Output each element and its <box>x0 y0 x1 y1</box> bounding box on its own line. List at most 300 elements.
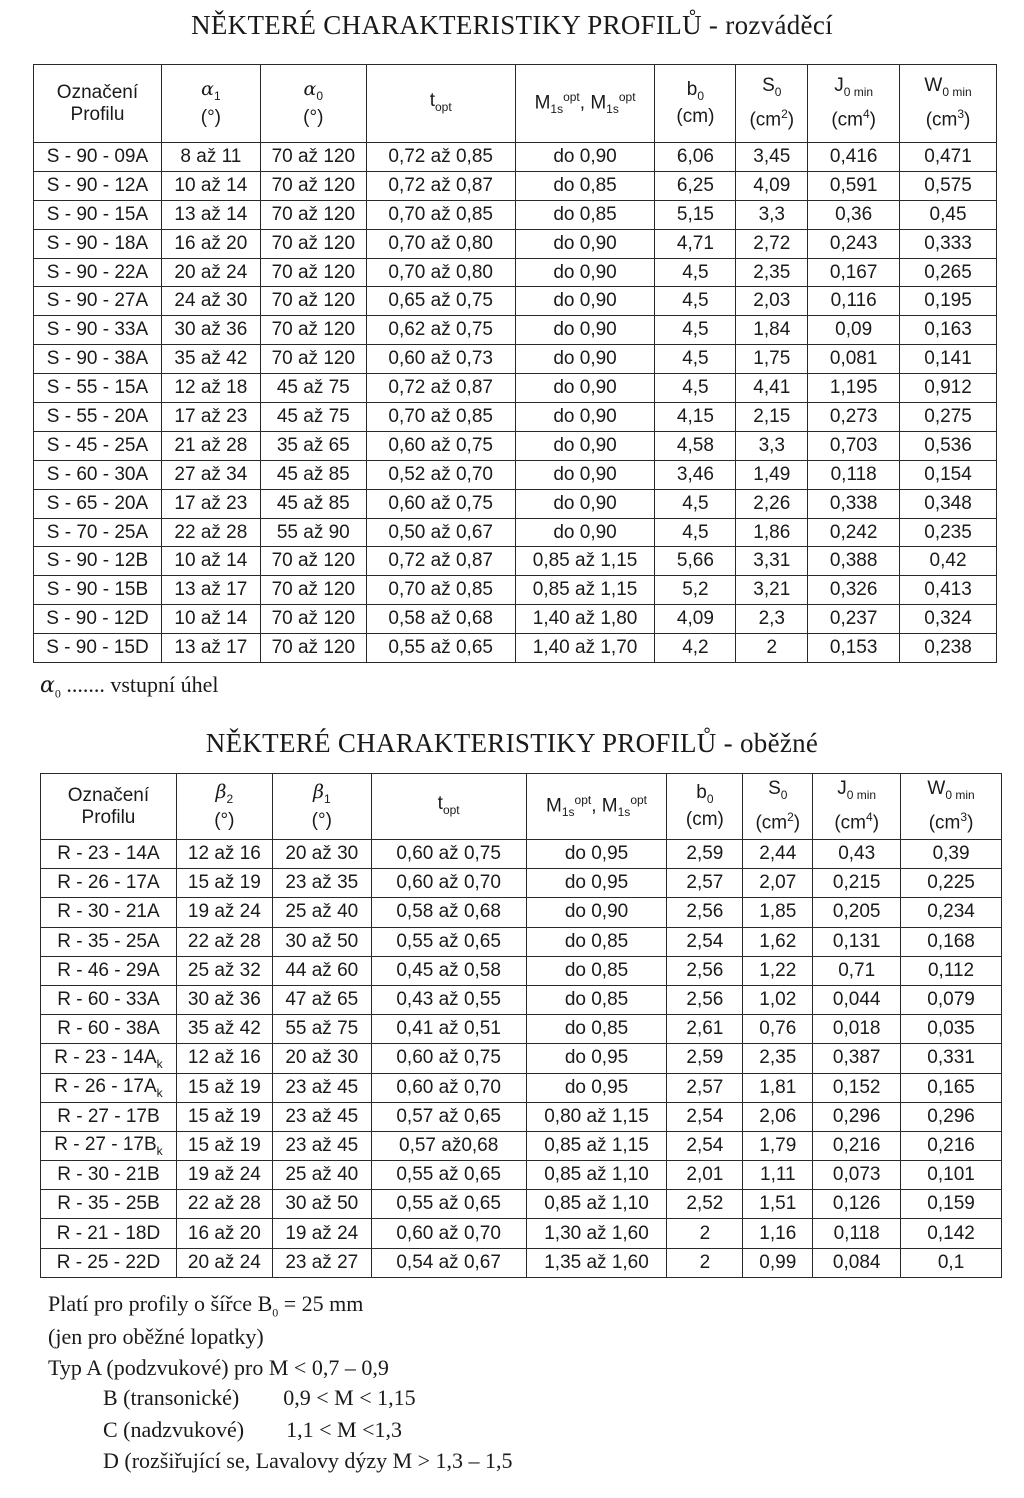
cell-uhel-2: 47 až 65 <box>272 985 371 1014</box>
cell-oznaceni: R - 60 - 38A <box>41 1015 177 1044</box>
cell-oznaceni: S - 90 - 12D <box>34 605 162 634</box>
cell-m1s: 1,40 až 1,80 <box>515 605 655 634</box>
col-s0: $S_0$ $(cm^2)$ <box>736 65 808 143</box>
table-row <box>41 985 1002 1014</box>
cell-j0min: 0,118 <box>808 460 900 489</box>
cell-s0: 3,31 <box>736 547 808 576</box>
cell-w0min: 0,234 <box>901 898 1002 927</box>
cell-j0min: 0,216 <box>813 1131 901 1160</box>
cell-m1s: do 0,90 <box>515 403 655 432</box>
cell-b0: 2,57 <box>667 1073 743 1102</box>
table-row <box>41 1015 1002 1044</box>
cell-uhel-2: 70 až 120 <box>260 258 366 287</box>
cell-topt: 0,55 až 0,65 <box>371 1190 526 1219</box>
cell-topt: 0,72 až 0,87 <box>366 547 515 576</box>
cell-w0min: 0,912 <box>900 374 997 403</box>
table-row <box>34 287 997 316</box>
cell-uhel-1: 17 až 23 <box>161 403 260 432</box>
col-w0min: $W_{0 min}$ $(cm^3)$ <box>901 774 1002 840</box>
cell-m1s: do 0,90 <box>515 431 655 460</box>
cell-j0min: 0,205 <box>813 898 901 927</box>
cell-w0min: 0,112 <box>901 956 1002 985</box>
cell-w0min: 0,39 <box>901 840 1002 869</box>
header-row <box>41 774 1002 840</box>
cell-oznaceni: R - 27 - 17B <box>41 1102 177 1131</box>
cell-uhel-2: 70 až 120 <box>260 634 366 663</box>
cell-b0: 4,5 <box>655 287 736 316</box>
cell-b0: 4,5 <box>655 258 736 287</box>
cell-m1s: do 0,90 <box>515 287 655 316</box>
cell-s0: 3,45 <box>736 143 808 172</box>
cell-topt: 0,55 až 0,65 <box>371 927 526 956</box>
cell-w0min: 0,471 <box>900 143 997 172</box>
cell-w0min: 0,216 <box>901 1131 1002 1160</box>
cell-w0min: 0,035 <box>901 1015 1002 1044</box>
cell-uhel-2: 25 až 40 <box>272 1161 371 1190</box>
cell-j0min: 0,338 <box>808 489 900 518</box>
cell-uhel-2: 70 až 120 <box>260 345 366 374</box>
table-row <box>34 403 997 432</box>
cell-oznaceni: S - 55 - 20A <box>34 403 162 432</box>
table-row <box>34 229 997 258</box>
table-row <box>34 200 997 229</box>
cell-topt: 0,70 až 0,80 <box>366 258 515 287</box>
cell-b0: 5,15 <box>655 200 736 229</box>
cell-m1s: 1,35 až 1,60 <box>526 1248 667 1277</box>
cell-uhel-1: 35 až 42 <box>176 1015 272 1044</box>
table-row <box>34 143 997 172</box>
cell-j0min: 0,215 <box>813 869 901 898</box>
cell-w0min: 0,101 <box>901 1161 1002 1190</box>
cell-m1s: do 0,90 <box>515 316 655 345</box>
cell-oznaceni: S - 45 - 25A <box>34 431 162 460</box>
cell-s0: 2,03 <box>736 287 808 316</box>
cell-m1s: 1,40 až 1,70 <box>515 634 655 663</box>
cell-j0min: 0,388 <box>808 547 900 576</box>
cell-oznaceni: S - 90 - 09A <box>34 143 162 172</box>
cell-w0min: 0,348 <box>900 489 997 518</box>
cell-j0min: 0,084 <box>813 1248 901 1277</box>
cell-oznaceni: R - 21 - 18D <box>41 1219 177 1248</box>
cell-uhel-1: 13 až 14 <box>161 200 260 229</box>
cell-w0min: 0,265 <box>900 258 997 287</box>
cell-w0min: 0,42 <box>900 547 997 576</box>
cell-s0: 1,85 <box>743 898 813 927</box>
table-row <box>34 374 997 403</box>
cell-w0min: 0,079 <box>901 985 1002 1014</box>
cell-uhel-1: 30 až 36 <box>161 316 260 345</box>
cell-s0: 3,21 <box>736 576 808 605</box>
cell-s0: 4,09 <box>736 171 808 200</box>
cell-uhel-2: 55 až 75 <box>272 1015 371 1044</box>
cell-topt: 0,52 až 0,70 <box>366 460 515 489</box>
table-obezne <box>40 773 1002 1278</box>
cell-topt: 0,72 až 0,87 <box>366 171 515 200</box>
cell-w0min: 0,225 <box>901 869 1002 898</box>
table-row <box>34 345 997 374</box>
col-b0: $b_0$ (cm) <box>667 774 743 840</box>
col-oznaceni: Označení Profilu <box>34 65 162 143</box>
cell-s0: 1,84 <box>736 316 808 345</box>
cell-j0min: 0,131 <box>813 927 901 956</box>
cell-j0min: 0,243 <box>808 229 900 258</box>
col-w0min: $W_{0 min}$ $(cm^3)$ <box>900 65 997 143</box>
cell-m1s: do 0,85 <box>526 1015 667 1044</box>
cell-topt: 0,45 až 0,58 <box>371 956 526 985</box>
cell-topt: 0,70 až 0,85 <box>366 403 515 432</box>
cell-w0min: 0,1 <box>901 1248 1002 1277</box>
table-row <box>41 956 1002 985</box>
cell-uhel-2: 70 až 120 <box>260 143 366 172</box>
cell-s0: 1,81 <box>743 1073 813 1102</box>
cell-uhel-1: 13 až 17 <box>161 576 260 605</box>
cell-b0: 6,25 <box>655 171 736 200</box>
note-typ-d: D (rozšiřující se, Lavalovy dýzy M > 1,3 – 1,5 <box>103 1448 513 1473</box>
cell-uhel-1: 27 až 34 <box>161 460 260 489</box>
cell-b0: 4,2 <box>655 634 736 663</box>
cell-oznaceni: S - 90 - 15A <box>34 200 162 229</box>
cell-oznaceni: R - 26 - 17A <box>41 869 177 898</box>
cell-m1s: do 0,90 <box>515 143 655 172</box>
cell-w0min: 0,275 <box>900 403 997 432</box>
cell-w0min: 0,142 <box>901 1219 1002 1248</box>
cell-oznaceni: R - $27 - 17B_k$ <box>41 1131 177 1160</box>
cell-w0min: 0,536 <box>900 431 997 460</box>
cell-topt: 0,58 až 0,68 <box>371 898 526 927</box>
cell-w0min: 0,163 <box>900 316 997 345</box>
cell-oznaceni: R - 30 - 21A <box>41 898 177 927</box>
cell-b0: 2 <box>667 1219 743 1248</box>
cell-oznaceni: R - 46 - 29A <box>41 956 177 985</box>
cell-topt: 0,58 až 0,68 <box>366 605 515 634</box>
cell-w0min: 0,575 <box>900 171 997 200</box>
cell-m1s: 1,30 až 1,60 <box>526 1219 667 1248</box>
cell-b0: 2,61 <box>667 1015 743 1044</box>
cell-oznaceni: S - 70 - 25A <box>34 518 162 547</box>
cell-m1s: do 0,90 <box>515 460 655 489</box>
cell-topt: 0,57 až 0,65 <box>371 1102 526 1131</box>
cell-topt: 0,70 až 0,80 <box>366 229 515 258</box>
cell-topt: 0,72 až 0,87 <box>366 374 515 403</box>
table-row <box>34 634 997 663</box>
cell-b0: 4,09 <box>655 605 736 634</box>
cell-w0min: 0,195 <box>900 287 997 316</box>
cell-j0min: 0,126 <box>813 1190 901 1219</box>
table-row <box>41 1044 1002 1073</box>
cell-j0min: 0,081 <box>808 345 900 374</box>
cell-j0min: 0,242 <box>808 518 900 547</box>
cell-w0min: 0,141 <box>900 345 997 374</box>
col-j0min: $J_{0 min}$ $(cm^4)$ <box>813 774 901 840</box>
cell-b0: 4,5 <box>655 316 736 345</box>
cell-topt: 0,60 až 0,75 <box>371 840 526 869</box>
cell-b0: 3,46 <box>655 460 736 489</box>
note-typ-c: C (nadzvukové) 1,1 < M <1,3 <box>103 1417 403 1442</box>
cell-uhel-2: 70 až 120 <box>260 171 366 200</box>
cell-s0: 2,26 <box>736 489 808 518</box>
cell-oznaceni: R - 35 - 25A <box>41 927 177 956</box>
cell-s0: 1,75 <box>736 345 808 374</box>
cell-topt: 0,60 až 0,70 <box>371 1073 526 1102</box>
cell-b0: 4,5 <box>655 489 736 518</box>
cell-uhel-2: 70 až 120 <box>260 316 366 345</box>
cell-uhel-1: 22 až 28 <box>176 927 272 956</box>
cell-b0: 2,54 <box>667 1131 743 1160</box>
cell-topt: 0,60 až 0,70 <box>371 1219 526 1248</box>
cell-uhel-2: 45 až 85 <box>260 489 366 518</box>
cell-s0: 1,86 <box>736 518 808 547</box>
col-m1s: $M_{1s}^{opt}$, $M_{1s}^{opt}$ <box>515 65 655 143</box>
cell-m1s: 0,80 až 1,15 <box>526 1102 667 1131</box>
cell-j0min: 0,36 <box>808 200 900 229</box>
cell-w0min: 0,168 <box>901 927 1002 956</box>
cell-w0min: 0,296 <box>901 1102 1002 1131</box>
cell-j0min: 0,018 <box>813 1015 901 1044</box>
cell-uhel-1: 12 až 16 <box>176 1044 272 1073</box>
cell-topt: 0,43 až 0,55 <box>371 985 526 1014</box>
table-row <box>34 518 997 547</box>
cell-oznaceni: R - 35 - 25B <box>41 1190 177 1219</box>
cell-j0min: 0,326 <box>808 576 900 605</box>
cell-b0: 2,56 <box>667 898 743 927</box>
cell-m1s: do 0,85 <box>526 985 667 1014</box>
cell-oznaceni: S - 65 - 20A <box>34 489 162 518</box>
cell-b0: 4,71 <box>655 229 736 258</box>
table-row <box>41 927 1002 956</box>
cell-uhel-2: 30 až 50 <box>272 1190 371 1219</box>
col-b0: $b_0$ (cm) <box>655 65 736 143</box>
cell-oznaceni: S - 90 - 15B <box>34 576 162 605</box>
cell-w0min: 0,45 <box>900 200 997 229</box>
cell-j0min: 0,09 <box>808 316 900 345</box>
cell-uhel-1: 12 až 16 <box>176 840 272 869</box>
table-row <box>41 1073 1002 1102</box>
cell-j0min: 1,195 <box>808 374 900 403</box>
cell-s0: 2 <box>736 634 808 663</box>
cell-uhel-1: 17 až 23 <box>161 489 260 518</box>
cell-b0: 4,5 <box>655 345 736 374</box>
table-rozvadeci-body <box>34 143 997 663</box>
col-j0min: $J_{0 min}$ $(cm^4)$ <box>808 65 900 143</box>
cell-b0: 2,57 <box>667 869 743 898</box>
col-topt: $t_{opt}$ <box>371 774 526 840</box>
cell-m1s: 0,85 až 1,10 <box>526 1161 667 1190</box>
cell-w0min: 0,331 <box>901 1044 1002 1073</box>
cell-uhel-2: 70 až 120 <box>260 287 366 316</box>
cell-oznaceni: S - 90 - 38A <box>34 345 162 374</box>
cell-m1s: do 0,85 <box>526 927 667 956</box>
cell-m1s: do 0,90 <box>515 374 655 403</box>
table-row <box>41 1131 1002 1160</box>
cell-w0min: 0,235 <box>900 518 997 547</box>
cell-m1s: 0,85 až 1,15 <box>515 547 655 576</box>
cell-s0: 1,16 <box>743 1219 813 1248</box>
cell-j0min: 0,073 <box>813 1161 901 1190</box>
cell-uhel-1: 12 až 18 <box>161 374 260 403</box>
cell-j0min: 0,591 <box>808 171 900 200</box>
cell-m1s: 0,85 až 1,10 <box>526 1190 667 1219</box>
col-alpha0: $\alpha_0$ (°) <box>260 65 366 143</box>
cell-uhel-1: 19 až 24 <box>176 898 272 927</box>
cell-s0: 3,3 <box>736 200 808 229</box>
cell-uhel-2: 23 až 45 <box>272 1102 371 1131</box>
cell-topt: 0,60 až 0,73 <box>366 345 515 374</box>
cell-uhel-1: 15 až 19 <box>176 1102 272 1131</box>
note-sirka: Platí pro profily o šířce $B_0 = 25$ mm <box>48 1291 364 1320</box>
cell-b0: 4,15 <box>655 403 736 432</box>
cell-uhel-1: 15 až 19 <box>176 1131 272 1160</box>
col-beta1: $\beta_1$ (°) <box>272 774 371 840</box>
cell-j0min: 0,71 <box>813 956 901 985</box>
table-row <box>34 576 997 605</box>
cell-oznaceni: S - 90 - 12B <box>34 547 162 576</box>
cell-uhel-1: 10 až 14 <box>161 605 260 634</box>
cell-uhel-2: 44 až 60 <box>272 956 371 985</box>
table-row <box>41 898 1002 927</box>
cell-uhel-2: 70 až 120 <box>260 200 366 229</box>
cell-s0: 3,3 <box>736 431 808 460</box>
cell-oznaceni: S - 90 - 22A <box>34 258 162 287</box>
cell-m1s: do 0,90 <box>515 345 655 374</box>
cell-b0: 4,5 <box>655 374 736 403</box>
cell-topt: 0,70 až 0,85 <box>366 576 515 605</box>
cell-uhel-1: 10 až 14 <box>161 171 260 200</box>
table-row <box>34 316 997 345</box>
cell-uhel-1: 25 až 32 <box>176 956 272 985</box>
cell-uhel-1: 15 až 19 <box>176 869 272 898</box>
table-row <box>41 1161 1002 1190</box>
cell-uhel-2: 25 až 40 <box>272 898 371 927</box>
cell-s0: 1,51 <box>743 1190 813 1219</box>
cell-topt: 0,50 až 0,67 <box>366 518 515 547</box>
cell-j0min: 0,044 <box>813 985 901 1014</box>
cell-b0: 6,06 <box>655 143 736 172</box>
cell-s0: 1,49 <box>736 460 808 489</box>
cell-j0min: 0,416 <box>808 143 900 172</box>
cell-uhel-2: 70 až 120 <box>260 576 366 605</box>
cell-s0: 1,11 <box>743 1161 813 1190</box>
cell-b0: 2 <box>667 1248 743 1277</box>
cell-b0: 2,56 <box>667 985 743 1014</box>
cell-topt: 0,65 až 0,75 <box>366 287 515 316</box>
table-row <box>41 1248 1002 1277</box>
cell-m1s: do 0,95 <box>526 1073 667 1102</box>
cell-w0min: 0,324 <box>900 605 997 634</box>
cell-topt: 0,60 až 0,70 <box>371 869 526 898</box>
title-rozvadeci: NĚKTERÉ CHARAKTERISTIKY PROFILŮ - rozváděcí <box>191 10 833 40</box>
cell-uhel-2: 20 až 30 <box>272 840 371 869</box>
cell-uhel-2: 70 až 120 <box>260 605 366 634</box>
cell-uhel-1: 20 až 24 <box>161 258 260 287</box>
cell-s0: 2,44 <box>743 840 813 869</box>
cell-s0: 2,72 <box>736 229 808 258</box>
cell-uhel-1: 22 až 28 <box>161 518 260 547</box>
cell-b0: 5,66 <box>655 547 736 576</box>
cell-s0: 1,62 <box>743 927 813 956</box>
cell-uhel-2: 20 až 30 <box>272 1044 371 1073</box>
table-row <box>41 869 1002 898</box>
note-vstupni-uhel: $\alpha_0$ ....... vstupní úhel <box>40 672 219 701</box>
cell-j0min: 0,237 <box>808 605 900 634</box>
table-row <box>41 840 1002 869</box>
cell-topt: 0,41 až 0,51 <box>371 1015 526 1044</box>
cell-uhel-2: 45 až 75 <box>260 403 366 432</box>
cell-uhel-1: 35 až 42 <box>161 345 260 374</box>
cell-m1s: do 0,95 <box>526 840 667 869</box>
cell-topt: 0,55 až 0,65 <box>366 634 515 663</box>
cell-s0: 1,02 <box>743 985 813 1014</box>
cell-uhel-2: 23 až 45 <box>272 1131 371 1160</box>
cell-uhel-2: 70 až 120 <box>260 229 366 258</box>
cell-uhel-2: 23 až 27 <box>272 1248 371 1277</box>
cell-topt: 0,60 až 0,75 <box>371 1044 526 1073</box>
cell-b0: 2,52 <box>667 1190 743 1219</box>
cell-m1s: do 0,90 <box>515 258 655 287</box>
note-obezne-lopatky: (jen pro oběžné lopatky) <box>48 1324 264 1349</box>
cell-topt: 0,62 až 0,75 <box>366 316 515 345</box>
table-row <box>41 1102 1002 1131</box>
cell-j0min: 0,118 <box>813 1219 901 1248</box>
cell-s0: 1,79 <box>743 1131 813 1160</box>
cell-w0min: 0,333 <box>900 229 997 258</box>
cell-b0: 2,56 <box>667 956 743 985</box>
cell-m1s: do 0,90 <box>515 518 655 547</box>
cell-oznaceni: S - 90 - 27A <box>34 287 162 316</box>
table-rozvadeci <box>33 64 997 663</box>
cell-uhel-2: 70 až 120 <box>260 547 366 576</box>
table-row <box>34 431 997 460</box>
cell-topt: 0,60 až 0,75 <box>366 431 515 460</box>
cell-b0: 4,58 <box>655 431 736 460</box>
cell-b0: 5,2 <box>655 576 736 605</box>
cell-s0: 1,22 <box>743 956 813 985</box>
cell-oznaceni: S - 90 - 33A <box>34 316 162 345</box>
cell-m1s: 0,85 až 1,15 <box>526 1131 667 1160</box>
cell-m1s: do 0,90 <box>515 489 655 518</box>
cell-uhel-1: 20 až 24 <box>176 1248 272 1277</box>
cell-w0min: 0,238 <box>900 634 997 663</box>
cell-uhel-1: 22 až 28 <box>176 1190 272 1219</box>
cell-uhel-2: 30 až 50 <box>272 927 371 956</box>
cell-uhel-1: 16 až 20 <box>176 1219 272 1248</box>
cell-b0: 2,54 <box>667 1102 743 1131</box>
cell-m1s: do 0,95 <box>526 869 667 898</box>
cell-j0min: 0,387 <box>813 1044 901 1073</box>
col-oznaceni: Označení Profilu <box>41 774 177 840</box>
table-row <box>41 1190 1002 1219</box>
cell-b0: 2,59 <box>667 840 743 869</box>
table-row <box>34 171 997 200</box>
cell-uhel-2: 45 až 85 <box>260 460 366 489</box>
cell-w0min: 0,159 <box>901 1190 1002 1219</box>
cell-m1s: do 0,85 <box>526 956 667 985</box>
cell-oznaceni: S - 55 - 15A <box>34 374 162 403</box>
cell-s0: 2,35 <box>736 258 808 287</box>
cell-j0min: 0,296 <box>813 1102 901 1131</box>
cell-topt: 0,57 až0,68 <box>371 1131 526 1160</box>
cell-uhel-2: 19 až 24 <box>272 1219 371 1248</box>
col-m1s: $M_{1s}^{opt}$, $M_{1s}^{opt}$ <box>526 774 667 840</box>
cell-oznaceni: S - 90 - 12A <box>34 171 162 200</box>
cell-oznaceni: R - 25 - 22D <box>41 1248 177 1277</box>
col-s0: $S_0$ $(cm^2)$ <box>743 774 813 840</box>
cell-m1s: do 0,90 <box>526 898 667 927</box>
cell-s0: 4,41 <box>736 374 808 403</box>
cell-uhel-1: 10 až 14 <box>161 547 260 576</box>
cell-oznaceni: R - 30 - 21B <box>41 1161 177 1190</box>
cell-uhel-1: 16 až 20 <box>161 229 260 258</box>
cell-uhel-2: 23 až 35 <box>272 869 371 898</box>
